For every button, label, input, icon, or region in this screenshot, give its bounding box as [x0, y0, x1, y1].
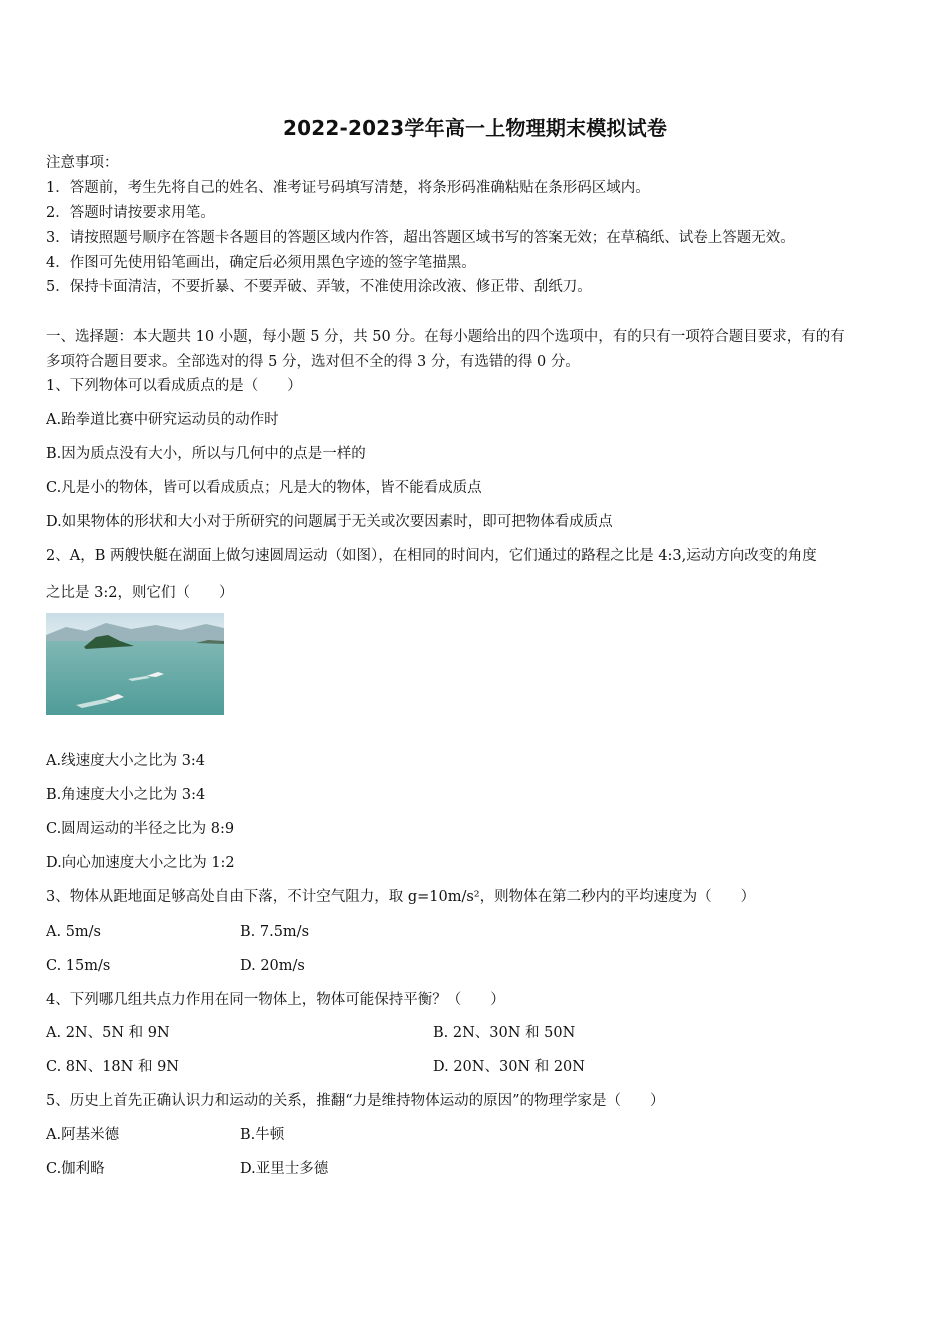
section-intro-line-2: 多项符合题目要求。全部选对的得 5 分，选对但不全的得 3 分，有选错的得 0 分。 [46, 354, 580, 370]
question-4-option-a: A. 2N、5N 和 9N [46, 1025, 170, 1041]
question-4-option-d: D. 20N、30N 和 20N [433, 1059, 585, 1075]
question-1-option-b: B.因为质点没有大小，所以与几何中的点是一样的 [46, 446, 366, 462]
question-3-option-d: D. 20m/s [240, 958, 305, 974]
question-3-option-c: C. 15m/s [46, 958, 111, 974]
question-5-option-b: B.牛顿 [240, 1127, 285, 1143]
question-2-stem-line-2: 之比是 3:2，则它们（ ） [46, 585, 234, 601]
question-2-option-a: A.线速度大小之比为 3:4 [46, 753, 206, 769]
notice-item-1: 1．答题前，考生先将自己的姓名、准考证号码填写清楚，将条形码准确粘贴在条形码区域内。 [46, 180, 650, 196]
question-1-option-d: D.如果物体的形状和大小对于所研究的问题属于无关或次要因素时，即可把物体看成质点 [46, 514, 613, 530]
question-5-stem: 5、历史上首先正确认识力和运动的关系，推翻“力是维持物体运动的原因”的物理学家是（ ） [46, 1093, 665, 1109]
question-3-option-b: B. 7.5m/s [240, 924, 310, 940]
notice-item-4: 4．作图可先使用铅笔画出，确定后必须用黑色字迹的签字笔描黑。 [46, 255, 476, 271]
question-3-stem: 3、物体从距地面足够高处自由下落，不计空气阻力，取 g=10m/s²，则物体在第二秒内的平均速度为（ ） [46, 889, 756, 905]
question-5-option-c: C.伽利略 [46, 1161, 105, 1177]
question-3-option-a: A. 5m/s [46, 924, 101, 940]
question-4-option-b: B. 2N、30N 和 50N [433, 1025, 576, 1041]
page-title: 2022-2023学年高一上物理期末模拟试卷 [282, 116, 668, 140]
notice-item-5: 5．保持卡面清洁，不要折暴、不要弄破、弄皱，不准使用涂改液、修正带、刮纸刀。 [46, 279, 592, 295]
section-intro-line-1: 一、选择题：本大题共 10 小题，每小题 5 分，共 50 分。在每小题给出的四个选项中，有的只有一项符合题目要求，有的有 [46, 329, 845, 345]
notice-heading: 注意事项： [46, 155, 119, 171]
question-2-option-d: D.向心加速度大小之比为 1:2 [46, 855, 235, 871]
question-4-option-c: C. 8N、18N 和 9N [46, 1059, 179, 1075]
question-1-stem: 1、下列物体可以看成质点的是（ ） [46, 378, 302, 394]
question-5-option-d: D.亚里士多德 [240, 1161, 329, 1177]
question-1-option-a: A.跆拳道比赛中研究运动员的动作时 [46, 412, 279, 428]
notice-item-3: 3．请按照题号顺序在答题卡各题目的答题区域内作答，超出答题区域书写的答案无效；在草稿纸、试卷上答题无效。 [46, 230, 795, 246]
question-2-option-c: C.圆周运动的半径之比为 8:9 [46, 821, 235, 837]
question-4-stem: 4、下列哪几组共点力作用在同一物体上，物体可能保持平衡？（ ） [46, 992, 505, 1008]
question-2-stem-line-1: 2、A，B 两艘快艇在湖面上做匀速圆周运动（如图），在相同的时间内，它们通过的路程之比是 4:3,运动方向改变的角度 [46, 548, 817, 564]
speedboat-lake-photo [46, 613, 224, 715]
question-1-option-c: C.凡是小的物体，皆可以看成质点；凡是大的物体，皆不能看成质点 [46, 480, 482, 496]
question-2-option-b: B.角速度大小之比为 3:4 [46, 787, 206, 803]
notice-item-2: 2．答题时请按要求用笔。 [46, 205, 215, 221]
question-5-option-a: A.阿基米德 [46, 1127, 120, 1143]
